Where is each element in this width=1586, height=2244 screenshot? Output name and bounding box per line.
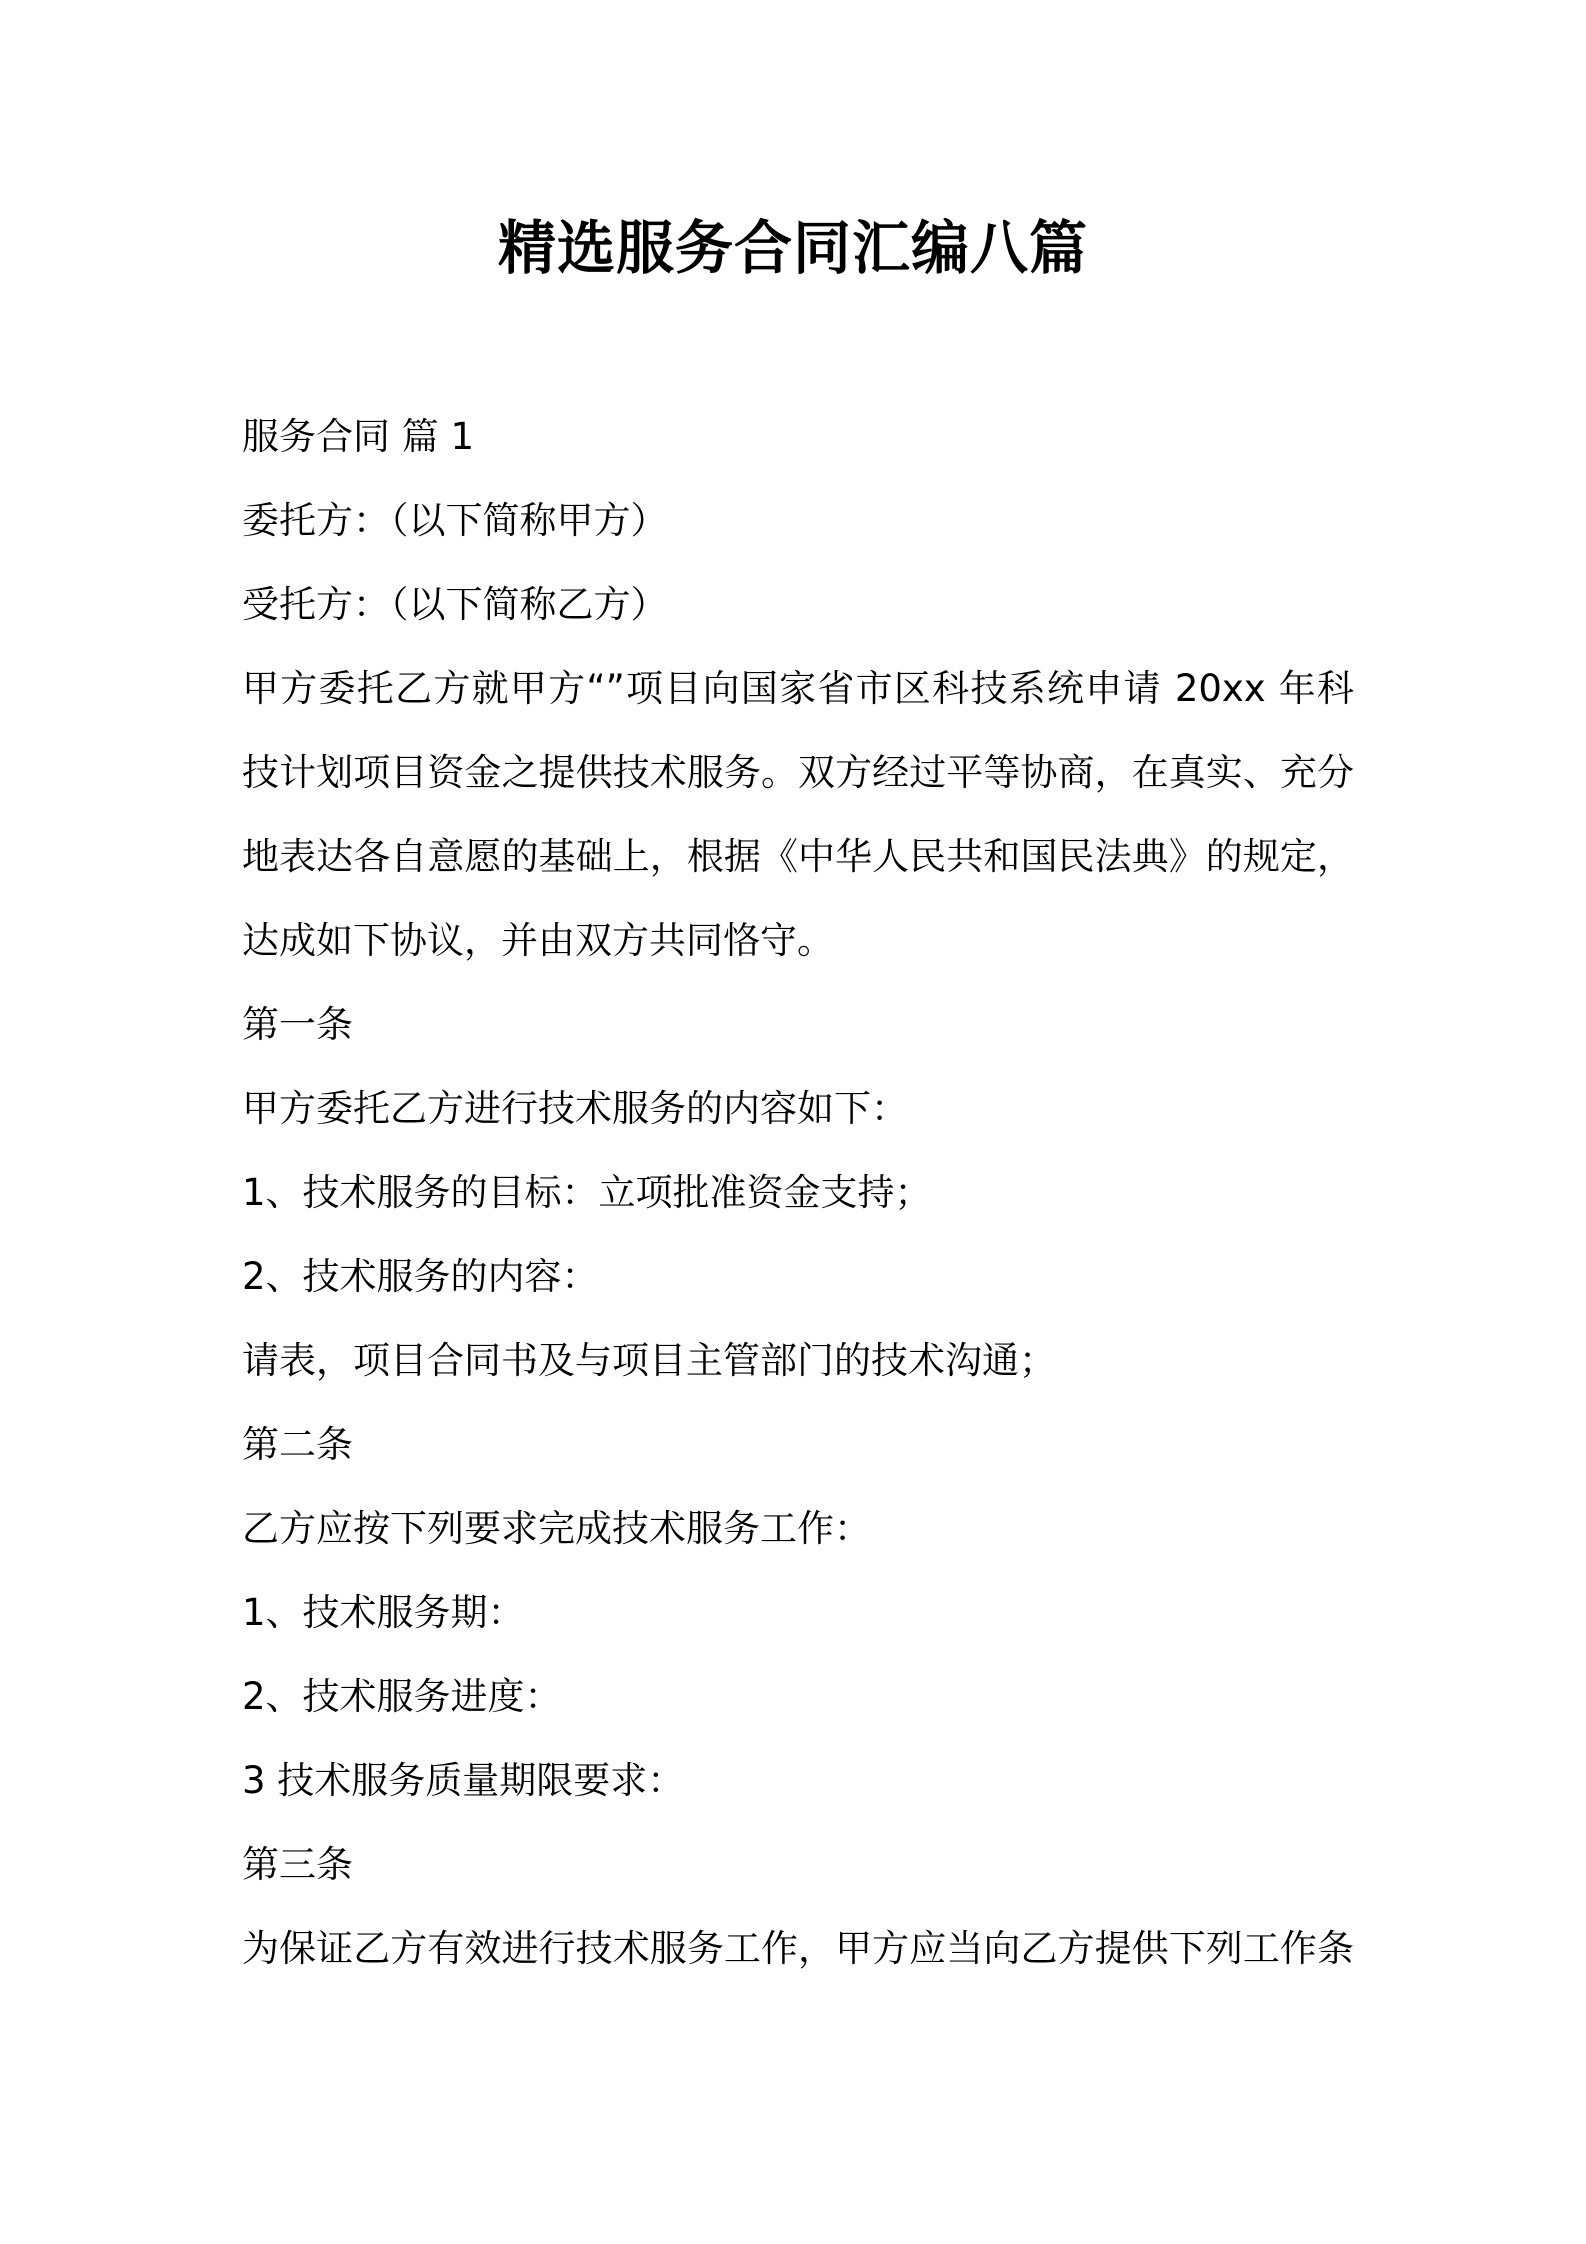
paragraph-line: 为保证乙方有效进行技术服务工作，甲方应当向乙方提供下列工作条 <box>242 1927 1354 1970</box>
list-item: 1、技术服务期： <box>242 1591 525 1634</box>
paragraph-line: 请表，项目合同书及与项目主管部门的技术沟通； <box>242 1339 1056 1382</box>
section-heading: 服务合同 篇 1 <box>242 415 475 458</box>
list-item: 2、技术服务进度： <box>242 1675 562 1718</box>
document-title: 精选服务合同汇编八篇 <box>497 214 1088 282</box>
party-a-line: 委托方：（以下简称甲方） <box>242 499 668 542</box>
paragraph-line: 技计划项目资金之提供技术服务。双方经过平等协商，在真实、充分 <box>242 751 1354 794</box>
party-b-line: 受托方：（以下简称乙方） <box>242 583 668 626</box>
list-item: 2、技术服务的内容： <box>242 1255 599 1298</box>
list-item: 1、技术服务的目标：立项批准资金支持； <box>242 1171 932 1214</box>
paragraph-line: 达成如下协议，并由双方共同恪守。 <box>242 919 834 962</box>
paragraph-line: 甲方委托乙方就甲方“”项目向国家省市区科技系统申请 20xx 年科 <box>242 667 1354 710</box>
list-item: 3 技术服务质量期限要求： <box>242 1759 685 1802</box>
article-heading: 第三条 <box>242 1843 353 1886</box>
article-heading: 第一条 <box>242 1003 353 1046</box>
paragraph-line: 乙方应按下列要求完成技术服务工作： <box>242 1507 871 1550</box>
article-heading: 第二条 <box>242 1423 353 1466</box>
paragraph-line: 地表达各自意愿的基础上，根据《中华人民共和国民法典》的规定， <box>242 835 1354 878</box>
document-body <box>242 395 1354 1991</box>
paragraph-line: 甲方委托乙方进行技术服务的内容如下： <box>242 1087 908 1130</box>
